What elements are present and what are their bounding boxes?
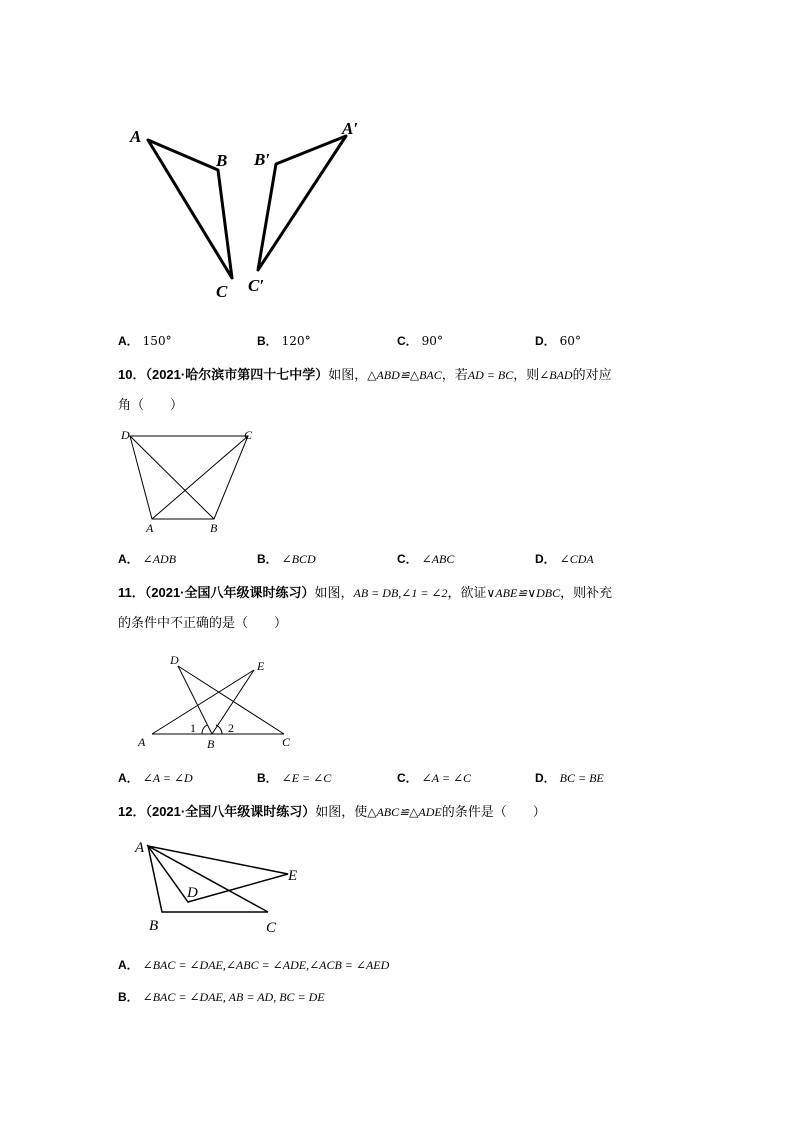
triangle-ade <box>148 846 288 902</box>
option-text: ∠ADB <box>142 552 177 566</box>
label-a: A <box>130 127 142 146</box>
q11-stem-line2: 的条件中不正确的是（ ） <box>118 616 288 631</box>
label-c-prime: C′ <box>248 276 265 295</box>
q9-option-b[interactable] <box>257 332 311 349</box>
label-a: A <box>146 521 154 535</box>
option-text: ∠BAC = ∠DAE, AB = AD, BC = DE <box>142 990 325 1004</box>
option-label: A． <box>118 771 139 785</box>
option-text: ∠CDA <box>559 552 594 566</box>
q10-text-1: 如图， <box>328 368 368 383</box>
label-d: D <box>187 885 198 901</box>
segment-ae <box>152 670 254 734</box>
q10-source: （2021·哈尔滨市第四十七中学） <box>145 367 329 382</box>
label-b: B <box>207 737 215 751</box>
figure-q11 <box>134 650 304 754</box>
option-label: B． <box>257 552 278 566</box>
option-label: A． <box>118 552 139 566</box>
q11-number: 11． <box>118 585 145 600</box>
triangle-abc-prime <box>258 136 346 270</box>
q10-math-2: AD = BC <box>467 368 514 382</box>
q11-math-2: ∨ABE≌∨DBC <box>486 586 561 600</box>
label-c: C <box>216 282 228 301</box>
q12-option-a[interactable] <box>118 956 389 973</box>
label-d: D <box>170 653 179 667</box>
label-b-prime: B′ <box>254 150 271 169</box>
trapezoid-abcd <box>130 436 248 519</box>
q11-stem <box>118 582 612 601</box>
option-text: 90° <box>421 334 443 348</box>
q11-text-1: 如图， <box>314 586 354 601</box>
label-angle-2: 2 <box>228 721 234 735</box>
label-c: C <box>244 428 253 442</box>
option-label: D． <box>535 771 556 785</box>
q10-option-d[interactable] <box>535 550 594 567</box>
q10-stem <box>118 364 612 383</box>
q11-math-1: AB = DB,∠1 = ∠2 <box>353 586 448 600</box>
q9-option-c[interactable] <box>397 332 443 349</box>
label-a: A <box>135 840 145 856</box>
option-text: ∠A = ∠D <box>142 771 193 785</box>
label-a: A <box>138 735 146 749</box>
q9-option-d[interactable] <box>535 332 581 349</box>
q10-stem-line2: 角（ ） <box>118 398 184 413</box>
figure-q12 <box>128 832 308 942</box>
q11-option-c[interactable] <box>397 769 471 786</box>
label-b: B <box>216 151 228 170</box>
option-text: ∠ABC <box>421 552 455 566</box>
label-angle-1: 1 <box>190 721 196 735</box>
label-c: C <box>282 735 291 749</box>
option-label: C． <box>397 771 418 785</box>
option-label: C． <box>397 334 418 348</box>
q12-math-1: △ABC≌△ADE <box>367 805 442 819</box>
label-c: C <box>266 920 277 936</box>
label-a-prime: A′ <box>342 119 359 138</box>
q11-source: （2021·全国八年级课时练习） <box>144 585 315 600</box>
q12-option-b[interactable] <box>118 988 325 1005</box>
q10-text-2: ，若 <box>441 368 468 383</box>
label-e: E <box>257 659 265 673</box>
q12-source: （2021·全国八年级课时练习） <box>145 804 316 819</box>
option-label: D． <box>535 552 556 566</box>
option-text: ∠BAC = ∠DAE,∠ABC = ∠ADE,∠ACB = ∠AED <box>142 958 390 972</box>
option-label: B． <box>257 334 278 348</box>
q11-option-d[interactable] <box>535 769 604 786</box>
option-text: 150° <box>142 334 172 348</box>
option-text: 60° <box>559 334 581 348</box>
option-text: ∠A = ∠C <box>421 771 471 785</box>
q10-text-3: ，则 <box>513 368 540 383</box>
q9-option-a[interactable] <box>118 332 172 349</box>
q11-option-a[interactable] <box>118 769 193 786</box>
q10-number: 10． <box>118 367 146 382</box>
diagonal-bd <box>130 436 214 519</box>
option-label: B． <box>118 990 139 1004</box>
q12-stem <box>118 801 546 820</box>
triangle-abc <box>148 846 268 912</box>
option-label: A． <box>118 958 139 972</box>
diagonal-ac <box>152 436 248 519</box>
option-label: A． <box>118 334 139 348</box>
figure-q9 <box>120 110 380 310</box>
q10-math-3: ∠BAD <box>539 368 573 382</box>
option-label: C． <box>397 552 418 566</box>
option-text: BC = BE <box>559 771 604 785</box>
angle-1-arc <box>202 725 207 734</box>
label-b: B <box>149 918 159 934</box>
q10-option-a[interactable] <box>118 550 176 567</box>
q11-text-3: ，则补充 <box>560 586 613 601</box>
q12-text-2: 的条件是（ ） <box>441 805 546 820</box>
option-text: ∠BCD <box>281 552 316 566</box>
q12-number: 12． <box>118 804 146 819</box>
q10-math-1: △ABD≌△BAC <box>367 368 442 382</box>
q10-text-4: 的对应 <box>572 368 612 383</box>
label-d: D <box>121 428 130 442</box>
q10-option-c[interactable] <box>397 550 454 567</box>
option-text: ∠E = ∠C <box>281 771 332 785</box>
q12-text-1: 如图，使 <box>315 805 368 820</box>
q10-option-b[interactable] <box>257 550 316 567</box>
q11-text-2: ，欲证 <box>447 586 487 601</box>
option-label: D． <box>535 334 556 348</box>
option-text: 120° <box>281 334 311 348</box>
q11-option-b[interactable] <box>257 769 331 786</box>
label-e: E <box>288 868 298 884</box>
figure-q10 <box>118 426 268 538</box>
option-label: B． <box>257 771 278 785</box>
label-b: B <box>210 521 218 535</box>
